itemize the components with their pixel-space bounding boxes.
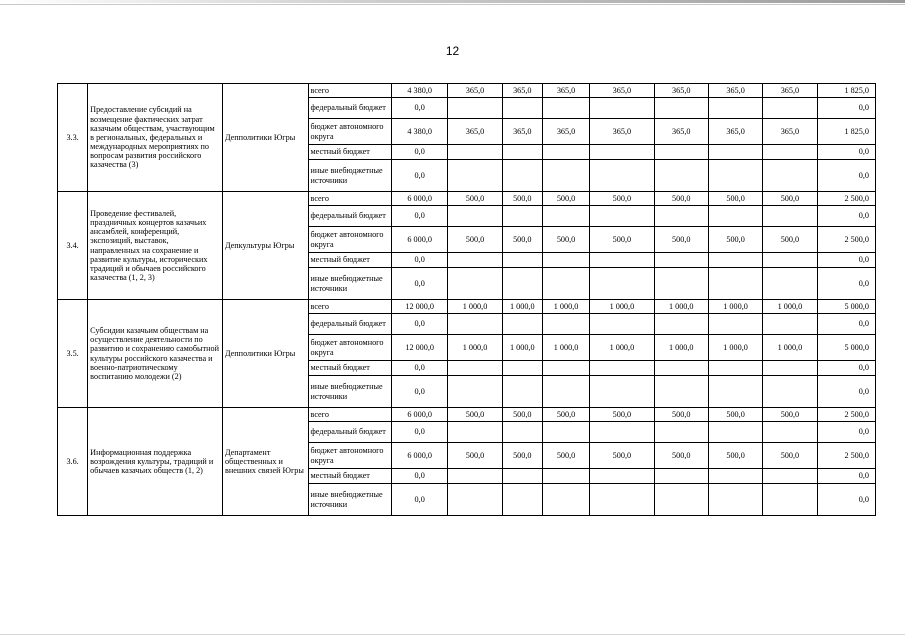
- funding-source: всего: [308, 84, 392, 98]
- amount-cell: 0,0: [392, 376, 448, 408]
- amount-cell: [542, 422, 589, 443]
- funding-source: федеральный бюджет: [308, 422, 392, 443]
- amount-cell: [654, 98, 708, 119]
- amount-cell: [590, 268, 654, 300]
- amount-cell: 0,0: [392, 253, 448, 268]
- scan-line-top: [0, 4, 905, 5]
- funding-source: федеральный бюджет: [308, 98, 392, 119]
- amount-cell: [654, 268, 708, 300]
- amount-cell: 365,0: [708, 119, 762, 145]
- table-row: [58, 84, 876, 98]
- amount-cell: [448, 422, 502, 443]
- amount-cell: 6 000,0: [392, 192, 448, 206]
- amount-cell: 0,0: [817, 314, 875, 335]
- row-number: 3.6.: [58, 408, 88, 516]
- amount-cell: [763, 206, 817, 227]
- amount-cell: [708, 98, 762, 119]
- amount-cell: [542, 314, 589, 335]
- amount-cell: 1 825,0: [817, 119, 875, 145]
- funding-source: всего: [308, 192, 392, 206]
- activity-description: Субсидии казачьим обществам на осуществление деятельности по развитию и сохранению самобытной культуры российского казачества и военно-патриотическому воспитанию молодежи (2): [88, 300, 223, 408]
- funding-source: бюджет автономного округа: [308, 335, 392, 361]
- funding-source: федеральный бюджет: [308, 206, 392, 227]
- amount-cell: [763, 469, 817, 484]
- amount-cell: [542, 268, 589, 300]
- funding-source: всего: [308, 300, 392, 314]
- amount-cell: [502, 484, 542, 516]
- amount-cell: 6 000,0: [392, 443, 448, 469]
- amount-cell: 0,0: [817, 206, 875, 227]
- amount-cell: [448, 145, 502, 160]
- amount-cell: 5 000,0: [817, 335, 875, 361]
- amount-cell: 12 000,0: [392, 300, 448, 314]
- amount-cell: [654, 422, 708, 443]
- funding-table: [57, 83, 876, 516]
- amount-cell: [448, 484, 502, 516]
- funding-source: местный бюджет: [308, 361, 392, 376]
- amount-cell: 1 000,0: [654, 335, 708, 361]
- amount-cell: 1 000,0: [590, 335, 654, 361]
- amount-cell: 1 000,0: [448, 335, 502, 361]
- amount-cell: [654, 253, 708, 268]
- amount-cell: 0,0: [392, 484, 448, 516]
- table-row: [58, 300, 876, 314]
- amount-cell: 500,0: [502, 227, 542, 253]
- amount-cell: 5 000,0: [817, 300, 875, 314]
- amount-cell: [502, 469, 542, 484]
- amount-cell: 0,0: [817, 268, 875, 300]
- amount-cell: 1 000,0: [763, 300, 817, 314]
- amount-cell: 365,0: [654, 119, 708, 145]
- amount-cell: 500,0: [708, 443, 762, 469]
- activity-description: Предоставление субсидий на возмещение фактических затрат казачьим обществам, участвующим в региональных, федеральных и международных мероприятиях по вопросам развития российского казачества (3): [88, 84, 223, 192]
- amount-cell: 500,0: [542, 192, 589, 206]
- amount-cell: [502, 253, 542, 268]
- amount-cell: [590, 160, 654, 192]
- amount-cell: 365,0: [448, 119, 502, 145]
- amount-cell: 1 000,0: [502, 300, 542, 314]
- amount-cell: 1 000,0: [590, 300, 654, 314]
- amount-cell: [448, 98, 502, 119]
- amount-cell: [448, 376, 502, 408]
- amount-cell: 500,0: [502, 408, 542, 422]
- amount-cell: 0,0: [817, 376, 875, 408]
- scan-line-bottom: [0, 634, 905, 635]
- amount-cell: [502, 268, 542, 300]
- amount-cell: 1 000,0: [708, 300, 762, 314]
- amount-cell: 500,0: [654, 408, 708, 422]
- responsible-executor: Депкультуры Югры: [222, 192, 308, 300]
- amount-cell: 6 000,0: [392, 408, 448, 422]
- amount-cell: [502, 314, 542, 335]
- activity-description: Информационная поддержка возрождения культуры, традиций и обычаев казачьих обществ (1, 2): [88, 408, 223, 516]
- amount-cell: 1 000,0: [448, 300, 502, 314]
- amount-cell: 2 500,0: [817, 192, 875, 206]
- amount-cell: 0,0: [817, 145, 875, 160]
- amount-cell: 0,0: [817, 469, 875, 484]
- amount-cell: 1 000,0: [708, 335, 762, 361]
- amount-cell: 365,0: [763, 84, 817, 98]
- amount-cell: [590, 484, 654, 516]
- amount-cell: 500,0: [542, 443, 589, 469]
- amount-cell: [448, 361, 502, 376]
- amount-cell: [542, 206, 589, 227]
- amount-cell: [708, 145, 762, 160]
- table-row: [58, 192, 876, 206]
- amount-cell: 0,0: [392, 469, 448, 484]
- amount-cell: 2 500,0: [817, 408, 875, 422]
- amount-cell: 500,0: [590, 227, 654, 253]
- row-number: 3.4.: [58, 192, 88, 300]
- amount-cell: 0,0: [392, 145, 448, 160]
- row-number: 3.5.: [58, 300, 88, 408]
- amount-cell: [448, 469, 502, 484]
- amount-cell: 500,0: [763, 408, 817, 422]
- amount-cell: 500,0: [542, 227, 589, 253]
- funding-source: местный бюджет: [308, 145, 392, 160]
- amount-cell: [763, 253, 817, 268]
- amount-cell: 500,0: [708, 227, 762, 253]
- amount-cell: [708, 253, 762, 268]
- amount-cell: [542, 160, 589, 192]
- amount-cell: 365,0: [590, 119, 654, 145]
- amount-cell: 500,0: [654, 192, 708, 206]
- funding-source: иные внебюджетные источники: [308, 484, 392, 516]
- amount-cell: 365,0: [590, 84, 654, 98]
- amount-cell: 0,0: [392, 314, 448, 335]
- amount-cell: 500,0: [654, 443, 708, 469]
- amount-cell: 4 380,0: [392, 119, 448, 145]
- amount-cell: [502, 160, 542, 192]
- funding-source: местный бюджет: [308, 253, 392, 268]
- amount-cell: 0,0: [392, 268, 448, 300]
- amount-cell: 365,0: [448, 84, 502, 98]
- amount-cell: 0,0: [817, 160, 875, 192]
- table-row: [58, 408, 876, 422]
- amount-cell: [590, 469, 654, 484]
- funding-source: местный бюджет: [308, 469, 392, 484]
- amount-cell: [448, 268, 502, 300]
- amount-cell: [542, 484, 589, 516]
- amount-cell: 1 825,0: [817, 84, 875, 98]
- responsible-executor: Депполитики Югры: [222, 84, 308, 192]
- amount-cell: [590, 422, 654, 443]
- responsible-executor: Депполитики Югры: [222, 300, 308, 408]
- amount-cell: 0,0: [817, 253, 875, 268]
- amount-cell: 500,0: [448, 408, 502, 422]
- funding-source: всего: [308, 408, 392, 422]
- amount-cell: 1 000,0: [763, 335, 817, 361]
- amount-cell: 365,0: [542, 84, 589, 98]
- amount-cell: 365,0: [654, 84, 708, 98]
- amount-cell: [448, 314, 502, 335]
- amount-cell: 500,0: [448, 192, 502, 206]
- amount-cell: 1 000,0: [502, 335, 542, 361]
- amount-cell: [763, 268, 817, 300]
- activity-description: Проведение фестивалей, праздничных концертов казачьих ансамблей, конференций, экспозиций, выставок, направленных на сохранение и развитие культуры, исторических традиций и обычаев российского казачества (1, 2, 3): [88, 192, 223, 300]
- amount-cell: 4 380,0: [392, 84, 448, 98]
- amount-cell: [708, 376, 762, 408]
- amount-cell: [590, 206, 654, 227]
- amount-cell: 500,0: [448, 227, 502, 253]
- amount-cell: [654, 145, 708, 160]
- amount-cell: 0,0: [392, 422, 448, 443]
- amount-cell: 0,0: [392, 361, 448, 376]
- amount-cell: 365,0: [763, 119, 817, 145]
- amount-cell: [654, 206, 708, 227]
- amount-cell: [590, 145, 654, 160]
- amount-cell: 0,0: [392, 206, 448, 227]
- amount-cell: 500,0: [448, 443, 502, 469]
- amount-cell: [763, 98, 817, 119]
- amount-cell: [502, 206, 542, 227]
- amount-cell: 500,0: [763, 443, 817, 469]
- amount-cell: 0,0: [817, 422, 875, 443]
- amount-cell: [502, 422, 542, 443]
- amount-cell: 500,0: [708, 192, 762, 206]
- amount-cell: [654, 314, 708, 335]
- amount-cell: [542, 98, 589, 119]
- amount-cell: [542, 145, 589, 160]
- amount-cell: [448, 160, 502, 192]
- amount-cell: [590, 361, 654, 376]
- amount-cell: 500,0: [502, 192, 542, 206]
- amount-cell: 0,0: [817, 98, 875, 119]
- amount-cell: [590, 253, 654, 268]
- amount-cell: [448, 206, 502, 227]
- amount-cell: 365,0: [542, 119, 589, 145]
- scan-edge-top: [0, 0, 905, 3]
- amount-cell: [763, 484, 817, 516]
- funding-source: иные внебюджетные источники: [308, 376, 392, 408]
- amount-cell: [708, 314, 762, 335]
- amount-cell: 0,0: [392, 160, 448, 192]
- amount-cell: [590, 376, 654, 408]
- amount-cell: [763, 145, 817, 160]
- funding-source: иные внебюджетные источники: [308, 268, 392, 300]
- amount-cell: [708, 469, 762, 484]
- row-number: 3.3.: [58, 84, 88, 192]
- amount-cell: [654, 361, 708, 376]
- funding-source: иные внебюджетные источники: [308, 160, 392, 192]
- amount-cell: [763, 361, 817, 376]
- responsible-executor: Департамент общественных и внешних связей Югры: [222, 408, 308, 516]
- amount-cell: [502, 145, 542, 160]
- amount-cell: 6 000,0: [392, 227, 448, 253]
- amount-cell: 500,0: [542, 408, 589, 422]
- funding-source: бюджет автономного округа: [308, 119, 392, 145]
- amount-cell: 365,0: [708, 84, 762, 98]
- amount-cell: [502, 98, 542, 119]
- amount-cell: [654, 160, 708, 192]
- amount-cell: [763, 422, 817, 443]
- amount-cell: 12 000,0: [392, 335, 448, 361]
- amount-cell: [708, 422, 762, 443]
- funding-source: бюджет автономного округа: [308, 443, 392, 469]
- amount-cell: 500,0: [708, 408, 762, 422]
- amount-cell: 500,0: [763, 192, 817, 206]
- amount-cell: [542, 253, 589, 268]
- amount-cell: [708, 484, 762, 516]
- amount-cell: 365,0: [502, 84, 542, 98]
- amount-cell: 0,0: [817, 484, 875, 516]
- amount-cell: 500,0: [590, 192, 654, 206]
- amount-cell: 365,0: [502, 119, 542, 145]
- amount-cell: [654, 376, 708, 408]
- amount-cell: 1 000,0: [542, 300, 589, 314]
- amount-cell: [590, 314, 654, 335]
- amount-cell: 500,0: [763, 227, 817, 253]
- amount-cell: [708, 160, 762, 192]
- amount-cell: [654, 484, 708, 516]
- amount-cell: [542, 469, 589, 484]
- amount-cell: [448, 253, 502, 268]
- amount-cell: 1 000,0: [654, 300, 708, 314]
- funding-source: федеральный бюджет: [308, 314, 392, 335]
- amount-cell: 500,0: [590, 408, 654, 422]
- table-body: [58, 84, 876, 516]
- amount-cell: [542, 361, 589, 376]
- funding-source: бюджет автономного округа: [308, 227, 392, 253]
- amount-cell: 500,0: [590, 443, 654, 469]
- amount-cell: 1 000,0: [542, 335, 589, 361]
- amount-cell: 500,0: [502, 443, 542, 469]
- amount-cell: 2 500,0: [817, 443, 875, 469]
- page-number: 12: [445, 44, 460, 58]
- amount-cell: [763, 314, 817, 335]
- amount-cell: [502, 376, 542, 408]
- amount-cell: [708, 361, 762, 376]
- amount-cell: 0,0: [817, 361, 875, 376]
- amount-cell: 0,0: [392, 98, 448, 119]
- amount-cell: [502, 361, 542, 376]
- amount-cell: [590, 98, 654, 119]
- amount-cell: [654, 469, 708, 484]
- amount-cell: 500,0: [654, 227, 708, 253]
- amount-cell: 2 500,0: [817, 227, 875, 253]
- amount-cell: [763, 376, 817, 408]
- amount-cell: [708, 206, 762, 227]
- amount-cell: [763, 160, 817, 192]
- amount-cell: [708, 268, 762, 300]
- amount-cell: [542, 376, 589, 408]
